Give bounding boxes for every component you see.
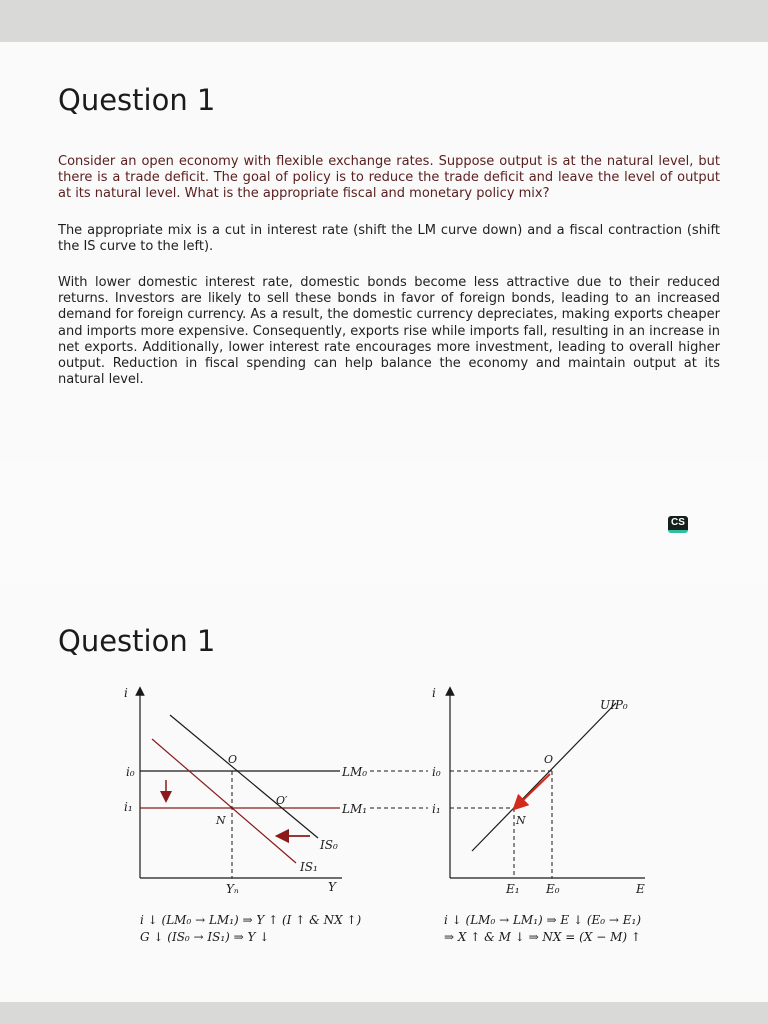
slide-question-diagrams [0,583,768,1002]
is-lm-diagram [110,683,380,903]
point-o-prime-label: O′ [276,794,288,807]
x-axis-label: E [636,882,645,896]
y-axis-label: i [124,686,128,700]
e0-label: E₀ [546,882,560,896]
lm0-label: LM₀ [342,765,368,779]
is1-label: IS₁ [300,860,318,874]
x-axis-label: Y [328,880,336,894]
point-n-label: N [216,814,226,827]
slide-question-text [0,42,768,460]
uip-curve [472,703,616,851]
right-equation-1: i ↓ (LM₀ → LM₁) ⇒ E ↓ (E₀ → E₁) [444,913,642,927]
right-equation-2: ⇒ X ↑ & M ↓ ⇒ NX = (X − M) ↑ [444,930,641,944]
i0-label: i₀ [432,765,441,779]
left-equation-1: i ↓ (LM₀ → LM₁) ⇒ Y ↑ (I ↑ & NX ↑) [140,913,362,927]
point-o-label: O [544,753,554,766]
lm1-label: LM₁ [342,802,368,816]
uip-diagram [420,683,660,903]
answer-paragraph-2: With lower domestic interest rate, domestic bonds become less attractive due to their reduced returns. Investors are likely to sell these bonds in favor of foreign bonds, leading to an increased demand for foreign currency. As a result, the domestic currency depreciates, making exports cheaper and imports more expensive. Consequently, exports rise while imports fall, resulting in an increase in net exports. Additionally, lower interest rate encourages more investment, leading to overall higher output. Reduction in fiscal spending can help balance the economy and maintain output at its natural level. [58,275,720,388]
slide-title: Question 1 [58,624,216,658]
is0-label: IS₀ [320,838,338,852]
question-text: Consider an open economy with flexible exchange rates. Suppose output is at the natural level, but there is a trade deficit. The goal of policy is to reduce the trade deficit and leave the level of output at its natural level. What is the appropriate fiscal and monetary policy mix? [58,154,720,202]
point-o-label: O [228,753,238,766]
i1-label: i₁ [124,800,133,814]
point-n-label: N [516,814,526,827]
left-equation-2: G ↓ (IS₀ → IS₁) ⇒ Y ↓ [140,930,270,944]
i1-label: i₁ [432,802,441,816]
camscanner-logo-icon: CS [668,516,688,533]
yn-label: Yₙ [226,882,239,896]
y-axis-label: i [432,686,436,700]
page-gap [0,460,768,583]
uip-label: UIP₀ [600,698,628,712]
i0-label: i₀ [126,765,135,779]
answer-paragraph-1: The appropriate mix is a cut in interest rate (shift the LM curve down) and a fiscal contraction (shift the IS curve to the left). [58,223,720,255]
slide-title: Question 1 [58,83,216,117]
movement-arrow [518,774,550,805]
e1-label: E₁ [506,882,520,896]
is0-curve [170,715,318,838]
